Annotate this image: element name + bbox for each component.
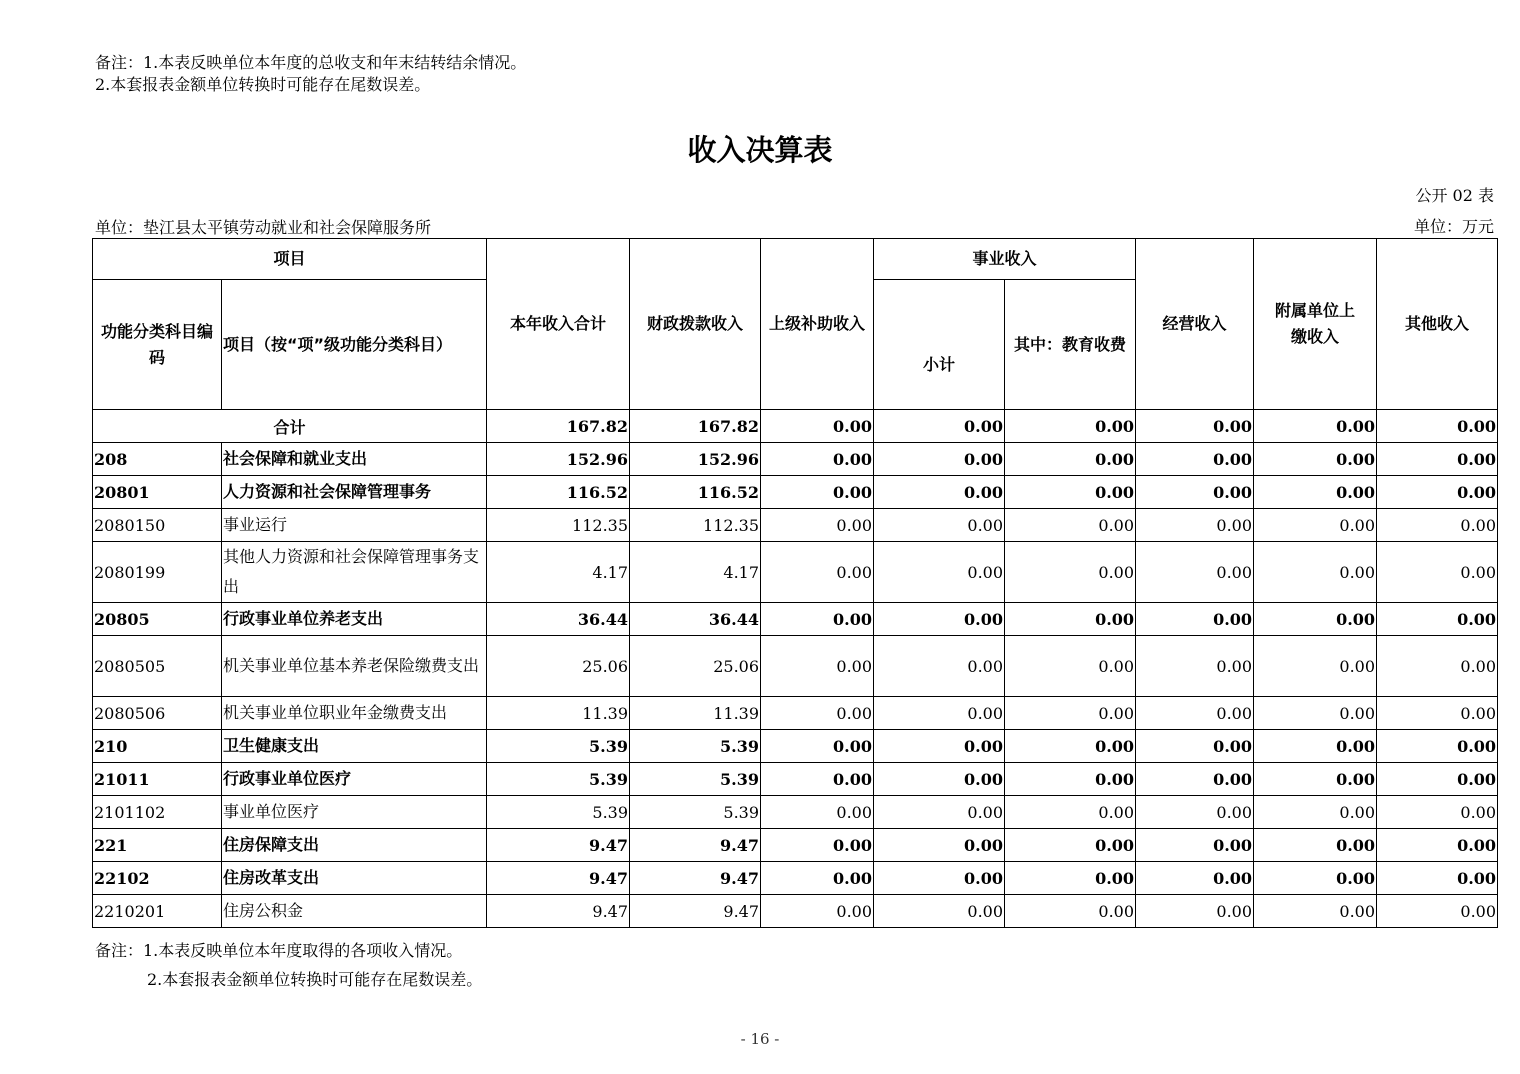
row-value: 0.00 (1136, 697, 1254, 730)
row-value: 0.00 (1005, 636, 1136, 697)
income-table (92, 238, 1498, 928)
row-value: 0.00 (761, 603, 874, 636)
row-value: 0.00 (874, 862, 1005, 895)
row-value: 0.00 (1136, 636, 1254, 697)
row-value: 4.17 (487, 542, 630, 603)
row-value: 0.00 (874, 443, 1005, 476)
row-value: 0.00 (1005, 603, 1136, 636)
unit-org: 单位：垫江县太平镇劳动就业和社会保障服务所 (95, 218, 432, 237)
header-subtotal: 小计 (874, 280, 1005, 410)
row-value: 0.00 (1136, 763, 1254, 796)
row-value: 0.00 (874, 697, 1005, 730)
row-value: 0.00 (1377, 443, 1498, 476)
header-total: 本年收入合计 (487, 239, 630, 410)
table-row (93, 509, 1498, 542)
row-value: 5.39 (487, 763, 630, 796)
total-row (93, 410, 1498, 443)
row-value: 0.00 (874, 796, 1005, 829)
row-name: 事业运行 (222, 509, 487, 542)
row-name: 住房改革支出 (222, 862, 487, 895)
row-value: 0.00 (1254, 603, 1377, 636)
total-label: 合计 (93, 410, 487, 443)
row-value: 0.00 (1254, 862, 1377, 895)
row-value: 0.00 (1136, 829, 1254, 862)
row-value: 0.00 (1254, 509, 1377, 542)
page-title: 收入决算表 (687, 133, 833, 167)
bottom-note-line1: 备注：1.本表反映单位本年度取得的各项收入情况。 (95, 941, 463, 960)
row-value: 0.00 (1254, 829, 1377, 862)
page-number: - 16 - (740, 1030, 780, 1048)
row-value: 0.00 (1136, 542, 1254, 603)
header-operating: 经营收入 (1136, 239, 1254, 410)
row-name: 机关事业单位基本养老保险缴费支出 (222, 636, 487, 697)
row-value: 25.06 (487, 636, 630, 697)
row-value: 0.00 (1377, 862, 1498, 895)
row-value: 0.00 (1005, 542, 1136, 603)
row-code: 2080505 (93, 636, 222, 697)
row-value: 0.00 (1005, 443, 1136, 476)
row-value: 0.00 (874, 895, 1005, 928)
row-name: 住房保障支出 (222, 829, 487, 862)
table-row (93, 697, 1498, 730)
top-note-line2: 2.本套报表金额单位转换时可能存在尾数误差。 (95, 75, 431, 94)
row-code: 208 (93, 443, 222, 476)
row-value: 0.00 (1254, 542, 1377, 603)
row-value: 0.00 (1136, 443, 1254, 476)
row-name: 行政事业单位医疗 (222, 763, 487, 796)
row-value: 116.52 (487, 476, 630, 509)
row-value: 0.00 (1136, 895, 1254, 928)
row-value: 9.47 (630, 862, 761, 895)
row-value: 0.00 (874, 829, 1005, 862)
table-row (93, 829, 1498, 862)
row-code: 210 (93, 730, 222, 763)
row-value: 0.00 (761, 697, 874, 730)
total-value: 167.82 (487, 410, 630, 443)
row-value: 0.00 (1377, 763, 1498, 796)
row-value: 0.00 (1005, 763, 1136, 796)
row-name: 社会保障和就业支出 (222, 443, 487, 476)
row-value: 0.00 (1136, 862, 1254, 895)
row-value: 0.00 (1254, 895, 1377, 928)
row-value: 0.00 (761, 796, 874, 829)
row-value: 0.00 (761, 895, 874, 928)
row-value: 36.44 (630, 603, 761, 636)
total-value: 0.00 (1377, 410, 1498, 443)
row-value: 11.39 (630, 697, 761, 730)
table-row (93, 796, 1498, 829)
row-value: 0.00 (1377, 636, 1498, 697)
row-value: 0.00 (1005, 730, 1136, 763)
row-code: 20801 (93, 476, 222, 509)
row-value: 112.35 (487, 509, 630, 542)
row-value: 0.00 (1377, 603, 1498, 636)
row-value: 9.47 (630, 829, 761, 862)
row-value: 0.00 (1377, 542, 1498, 603)
row-name: 机关事业单位职业年金缴费支出 (222, 697, 487, 730)
row-value: 0.00 (1377, 476, 1498, 509)
table-row (93, 476, 1498, 509)
row-value: 0.00 (1254, 730, 1377, 763)
row-value: 0.00 (1377, 895, 1498, 928)
row-value: 0.00 (761, 829, 874, 862)
total-value: 167.82 (630, 410, 761, 443)
top-note-line1: 备注：1.本表反映单位本年度的总收支和年末结转结余情况。 (95, 53, 527, 72)
row-code: 2101102 (93, 796, 222, 829)
row-value: 0.00 (1377, 509, 1498, 542)
row-value: 0.00 (1377, 829, 1498, 862)
table-row (93, 862, 1498, 895)
unit-money: 单位：万元 (1413, 217, 1494, 236)
row-value: 0.00 (761, 443, 874, 476)
row-value: 0.00 (1254, 796, 1377, 829)
row-name: 行政事业单位养老支出 (222, 603, 487, 636)
row-value: 0.00 (874, 603, 1005, 636)
row-code: 2080199 (93, 542, 222, 603)
row-value: 0.00 (761, 509, 874, 542)
header-fiscal: 财政拨款收入 (630, 239, 761, 410)
row-value: 0.00 (1254, 763, 1377, 796)
row-value: 0.00 (1136, 509, 1254, 542)
row-value: 0.00 (1254, 443, 1377, 476)
row-value: 112.35 (630, 509, 761, 542)
header-superior: 上级补助收入 (761, 239, 874, 410)
row-code: 221 (93, 829, 222, 862)
row-value: 0.00 (1136, 603, 1254, 636)
row-value: 0.00 (874, 730, 1005, 763)
row-name: 卫生健康支出 (222, 730, 487, 763)
row-name: 人力资源和社会保障管理事务 (222, 476, 487, 509)
row-value: 0.00 (1377, 796, 1498, 829)
row-value: 0.00 (1136, 796, 1254, 829)
row-value: 25.06 (630, 636, 761, 697)
row-value: 0.00 (874, 509, 1005, 542)
row-code: 21011 (93, 763, 222, 796)
row-value: 0.00 (1377, 730, 1498, 763)
table-row (93, 730, 1498, 763)
row-value: 0.00 (1005, 697, 1136, 730)
row-name: 住房公积金 (222, 895, 487, 928)
header-affiliated: 附属单位上缴收入 (1254, 239, 1377, 410)
total-value: 0.00 (1005, 410, 1136, 443)
row-value: 0.00 (761, 862, 874, 895)
row-value: 0.00 (874, 542, 1005, 603)
row-value: 4.17 (630, 542, 761, 603)
row-value: 0.00 (1005, 895, 1136, 928)
row-value: 5.39 (630, 730, 761, 763)
row-value: 9.47 (487, 895, 630, 928)
row-value: 0.00 (761, 763, 874, 796)
row-value: 0.00 (1254, 636, 1377, 697)
row-value: 0.00 (761, 542, 874, 603)
row-value: 0.00 (874, 763, 1005, 796)
row-value: 0.00 (1136, 476, 1254, 509)
row-value: 0.00 (761, 476, 874, 509)
row-value: 0.00 (874, 636, 1005, 697)
table-row (93, 443, 1498, 476)
row-value: 5.39 (630, 763, 761, 796)
total-value: 0.00 (1254, 410, 1377, 443)
header-business: 事业收入 (874, 239, 1136, 280)
row-value: 0.00 (1005, 796, 1136, 829)
row-code: 2080506 (93, 697, 222, 730)
row-value: 152.96 (487, 443, 630, 476)
table-code: 公开 02 表 (1415, 186, 1494, 205)
table-row (93, 895, 1498, 928)
row-value: 116.52 (630, 476, 761, 509)
row-value: 5.39 (487, 730, 630, 763)
row-value: 9.47 (487, 829, 630, 862)
row-value: 36.44 (487, 603, 630, 636)
row-value: 11.39 (487, 697, 630, 730)
row-value: 0.00 (874, 476, 1005, 509)
row-code: 2080150 (93, 509, 222, 542)
table-row (93, 603, 1498, 636)
row-value: 0.00 (1005, 862, 1136, 895)
total-value: 0.00 (761, 410, 874, 443)
row-code: 2210201 (93, 895, 222, 928)
header-func-code: 功能分类科目编码 (93, 280, 222, 410)
row-value: 0.00 (1005, 509, 1136, 542)
row-value: 9.47 (630, 895, 761, 928)
total-value: 0.00 (874, 410, 1005, 443)
row-name: 事业单位医疗 (222, 796, 487, 829)
row-value: 152.96 (630, 443, 761, 476)
table-row (93, 763, 1498, 796)
row-value: 0.00 (1005, 829, 1136, 862)
table-row (93, 542, 1498, 603)
row-value: 0.00 (1136, 730, 1254, 763)
row-code: 20805 (93, 603, 222, 636)
total-value: 0.00 (1136, 410, 1254, 443)
header-project: 项目 (93, 239, 487, 280)
row-code: 22102 (93, 862, 222, 895)
header-other: 其他收入 (1377, 239, 1498, 410)
header-project-name: 项目（按“项”级功能分类科目） (222, 280, 487, 410)
bottom-note-line2: 2.本套报表金额单位转换时可能存在尾数误差。 (147, 970, 483, 989)
row-value: 9.47 (487, 862, 630, 895)
row-value: 0.00 (1005, 476, 1136, 509)
row-value: 0.00 (761, 636, 874, 697)
table-row (93, 636, 1498, 697)
row-value: 0.00 (1254, 476, 1377, 509)
row-value: 0.00 (1377, 697, 1498, 730)
row-value: 5.39 (487, 796, 630, 829)
row-value: 5.39 (630, 796, 761, 829)
row-value: 0.00 (1254, 697, 1377, 730)
row-value: 0.00 (761, 730, 874, 763)
header-education: 其中：教育收费 (1005, 280, 1136, 410)
row-name: 其他人力资源和社会保障管理事务支出 (222, 542, 487, 603)
